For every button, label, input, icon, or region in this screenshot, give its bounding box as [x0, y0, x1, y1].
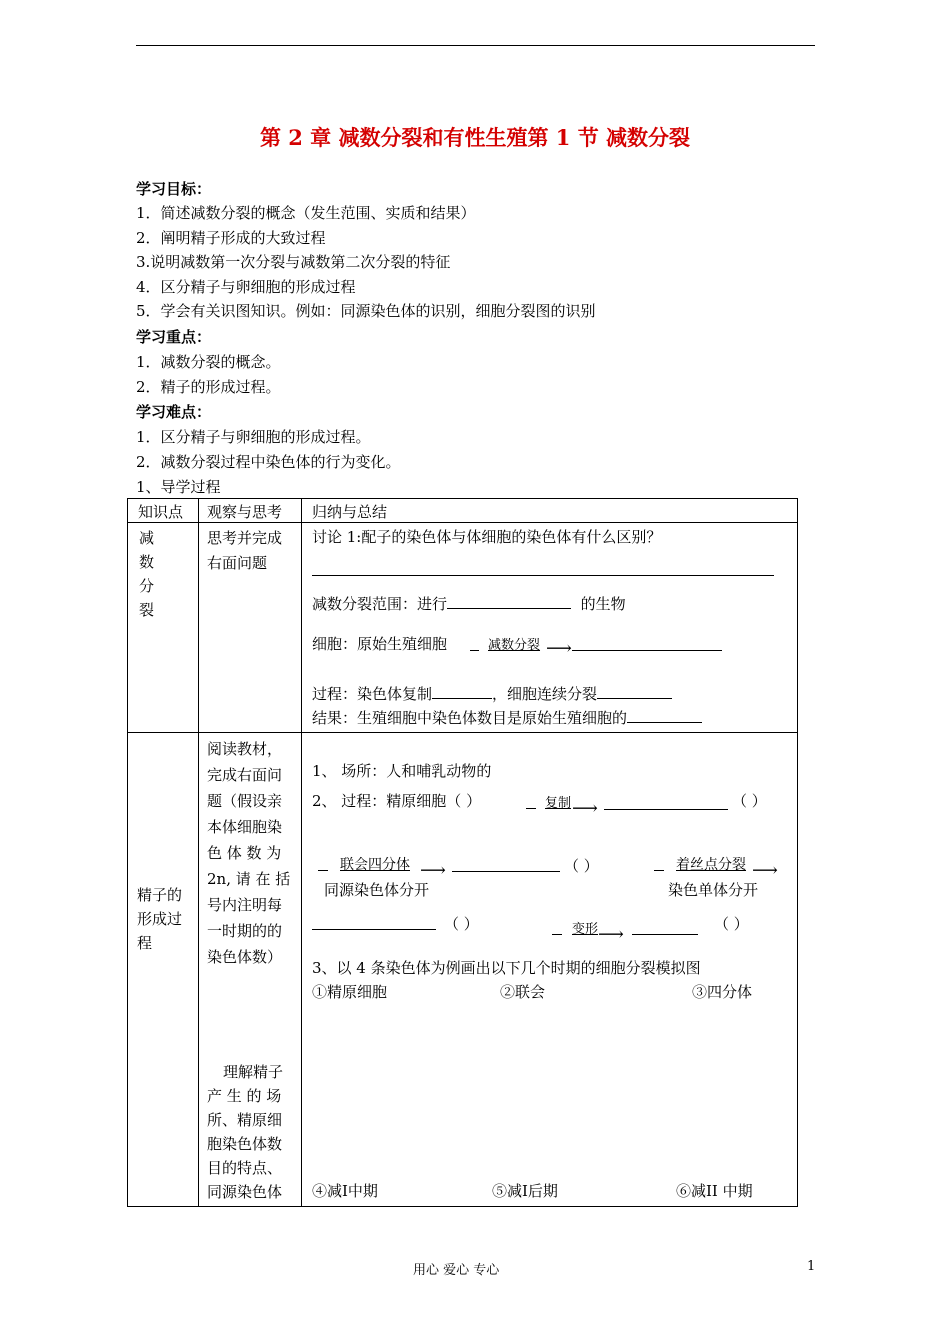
process-label-2: ，细胞连续分裂	[492, 685, 598, 703]
observe-line: 一时期的的	[207, 922, 283, 940]
header-cell: 观察与思考	[207, 503, 283, 521]
difficulty-item: 2．减数分裂过程中染色体的行为变化。	[136, 453, 401, 471]
stage-label: ④减Ⅰ中期	[312, 1182, 378, 1200]
arrow-dash	[470, 650, 479, 651]
chromosome-paren: （ ）	[732, 792, 767, 810]
place-text: 1、 场所：人和哺乳动物的	[312, 762, 492, 780]
objective-item: 5．学会有关识图知识。例如：同源染色体的识别，细胞分裂图的识别	[136, 302, 596, 320]
stage-label: ③四分体	[692, 983, 753, 1001]
guide-heading: 1、导学过程	[136, 478, 221, 496]
header-rule	[136, 45, 815, 46]
process-label: 过程：染色体复制	[312, 685, 433, 703]
observe-line: 胞染色体数	[207, 1135, 283, 1153]
answer-line	[452, 871, 560, 872]
page-title: 第 2 章 减数分裂和有性生殖第 1 节 减数分裂	[259, 125, 691, 150]
objective-item: 2．阐明精子形成的大致过程	[136, 229, 326, 247]
arrow-dash	[318, 870, 328, 871]
table-row	[128, 733, 798, 1207]
topic-line: 精子的	[137, 886, 183, 904]
guide-table	[127, 498, 798, 1207]
observe-line: 完成右面问	[207, 766, 283, 784]
topic-char: 裂	[139, 601, 155, 619]
right-arrow-icon: ⟶	[598, 924, 624, 945]
stage-label: ⑤减Ⅰ后期	[492, 1182, 558, 1200]
stage-label: ⑥减II 中期	[676, 1182, 753, 1200]
right-arrow-icon: ⟶	[420, 860, 446, 881]
cell-label: 细胞：原始生殖细胞	[312, 635, 448, 653]
arrow-sublabel: 同源染色体分开	[324, 881, 430, 899]
division-blank[interactable]	[597, 698, 672, 699]
arrow-label: 复制	[545, 796, 572, 811]
answer-line	[572, 650, 722, 651]
objective-item: 1．简述减数分裂的概念（发生范围、实质和结果）	[136, 204, 476, 222]
arrow-label: 着丝点分裂	[676, 857, 746, 873]
stage-label: ①精原细胞	[312, 983, 388, 1001]
topic-char: 数	[139, 553, 155, 571]
right-arrow-icon: ⟶	[752, 860, 778, 881]
arrow-label: 减数分裂	[488, 638, 541, 653]
scope-label: 减数分裂范围：进行	[312, 595, 448, 613]
difficulty-item: 1．区分精子与卵细胞的形成过程。	[136, 428, 371, 446]
answer-line	[632, 934, 698, 935]
observe-line: 理解精子	[223, 1063, 284, 1081]
arrow-dash	[654, 870, 664, 871]
footer-text: 用心 爱心 专心	[413, 1263, 500, 1278]
chromosome-paren: （ ）	[444, 915, 479, 933]
key-points-heading: 学习重点：	[136, 328, 212, 346]
observe-line: 染色体数）	[207, 948, 283, 966]
chromosome-paren: （ ）	[564, 857, 599, 875]
process-label: 2、 过程：精原细胞（ ）	[312, 792, 482, 810]
arrow-label: 联会四分体	[340, 857, 410, 873]
observe-line: 所、精原细	[207, 1111, 283, 1129]
scope-blank[interactable]	[447, 608, 571, 609]
observe-line: 阅读教材，	[207, 740, 283, 758]
answer-line	[312, 929, 436, 930]
objective-item: 3.说明减数第一次分裂与减数第二次分裂的特征	[136, 253, 451, 271]
answer-line	[604, 809, 728, 810]
arrow-label: 变形	[572, 922, 599, 937]
observe-line: 同源染色体	[207, 1183, 283, 1201]
chromosome-paren: （ ）	[714, 915, 749, 933]
arrow-sublabel: 染色单体分开	[668, 881, 759, 899]
objective-item: 4．区分精子与卵细胞的形成过程	[136, 278, 356, 296]
answer-line	[312, 575, 774, 576]
header-cell: 知识点	[138, 503, 184, 521]
difficulties-heading: 学习难点：	[136, 403, 212, 421]
arrow-dash	[526, 808, 536, 809]
result-blank[interactable]	[627, 722, 702, 723]
topic-line: 形成过	[137, 910, 183, 928]
topic-line: 程	[137, 934, 153, 952]
observe-line: 目的特点、	[207, 1159, 283, 1177]
observe-line: 右面问题	[207, 554, 268, 572]
topic-char: 分	[139, 577, 155, 595]
stage-label: ②联会	[500, 983, 546, 1001]
right-arrow-icon: ⟶	[572, 798, 598, 819]
replicate-blank[interactable]	[432, 698, 492, 699]
discussion-question: 讨论 1:配子的染色体与体细胞的染色体有什么区别？	[312, 528, 662, 546]
topic-char: 减	[139, 529, 155, 547]
right-arrow-icon: ⟶	[546, 638, 572, 659]
arrow-dash	[552, 934, 562, 935]
observe-line: 色 体 数 为	[207, 844, 282, 862]
observe-line: 题（假设亲	[207, 792, 283, 810]
page-number: 1	[807, 1259, 816, 1274]
scope-suffix: 的生物	[580, 595, 626, 613]
draw-instruction: 3、以 4 条染色体为例画出以下几个时期的细胞分裂模拟图	[312, 959, 701, 977]
objectives-heading: 学习目标：	[136, 180, 212, 198]
observe-line: 思考并完成	[207, 529, 283, 547]
observe-line: 本体细胞染	[207, 818, 283, 836]
header-cell: 归纳与总结	[312, 503, 388, 521]
observe-line: 号内注明每	[207, 896, 283, 914]
key-point-item: 1．减数分裂的概念。	[136, 353, 281, 371]
result-label: 结果：生殖细胞中染色体数目是原始生殖细胞的	[312, 709, 628, 727]
observe-line: 产 生 的 场	[207, 1087, 282, 1105]
table-row	[128, 523, 798, 733]
key-point-item: 2．精子的形成过程。	[136, 378, 281, 396]
table-header-row	[128, 499, 798, 523]
observe-line: 2n, 请 在 括	[207, 870, 291, 888]
